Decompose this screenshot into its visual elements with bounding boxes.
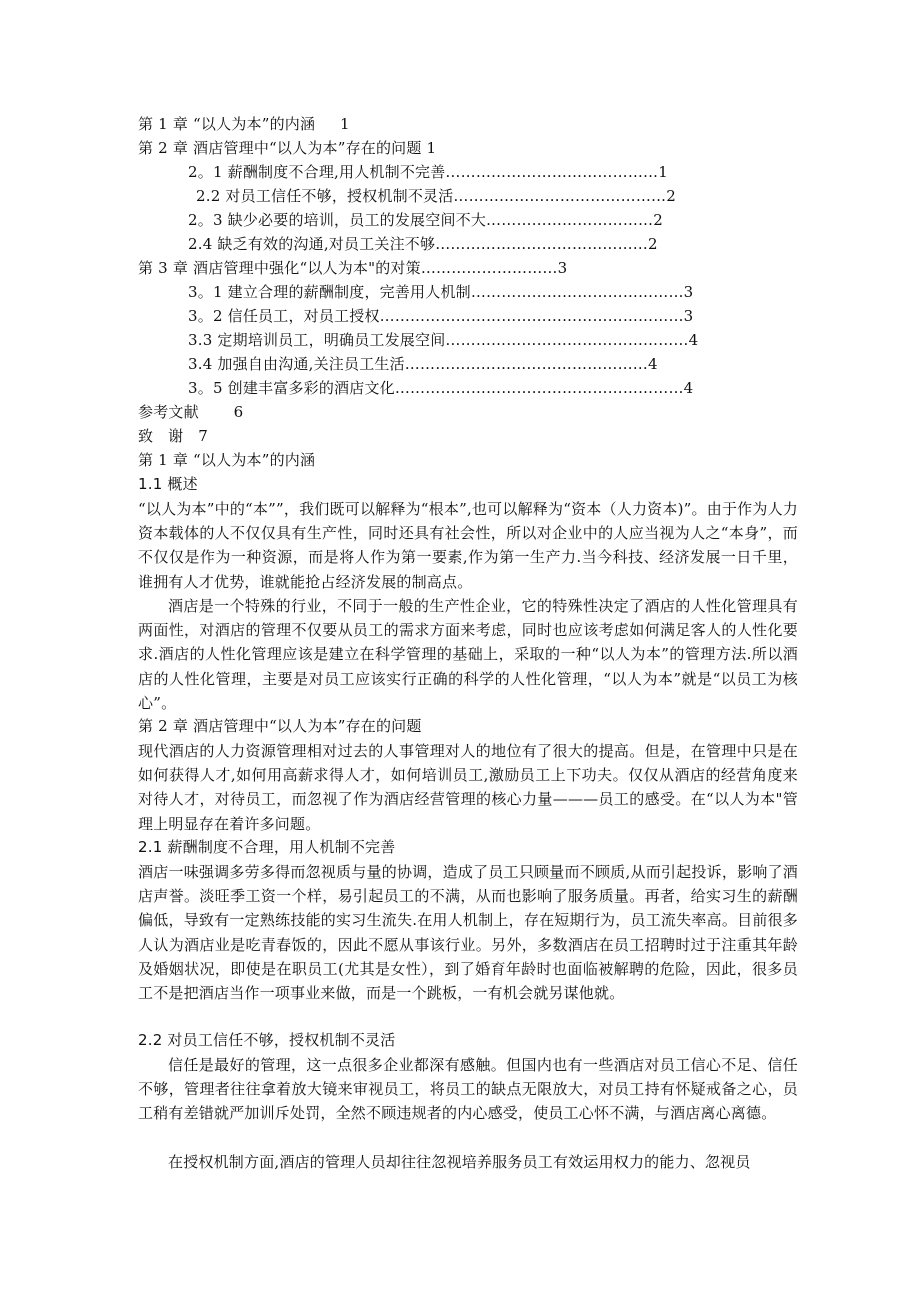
paragraph-6: 在授权机制方面,酒店的管理人员却往往忽视培养服务员工有效运用权力的能力、忽视员 [168, 1153, 751, 1171]
section-2-1-heading: 2.1 薪酬制度不合理，用人机制不完善 [138, 838, 396, 856]
paragraph-1: “以人为本”中的“本””，我们既可以解释为“根本”,也可以解释为“资本（人力资本)”。由于作为人力资本载体的人不仅仅具有生产性，同时还具有社会性，所以对企业中的人应当视为人之“本身”，而不仅仅是作为一种资源，而是将人作为第一要素,作为第一生产力.当今科技、经济发展一日千里，谁拥有人才优势，谁就能抢占经济发展的制高点。 [138, 500, 798, 591]
toc-entry-ch1: 第 1 章 “以人为本”的内涵 1 [138, 115, 350, 133]
toc-entry-2-3: 2。3 缺少必要的培训，员工的发展空间不大……………………………2 [188, 211, 664, 229]
toc-entry-3-2: 3。2 信任员工，对员工授权……………………………………………………3 [188, 307, 694, 325]
paragraph-3: 现代酒店的人力资源管理相对过去的人事管理对人的地位有了很大的提高。但是，在管理中只是在如何获得人才,如何用高薪求得人才，如何培训员工,激励员工上下功夫。仅仅从酒店的经营角度来对待人才，对待员工，而忽视了作为酒店经营管理的核心力量———员工的感受。在“以人为本"管理上明显存在着许多问题。 [138, 742, 798, 833]
toc-entry-3-3: 3.3 定期培训员工，明确员工发展空间…………………………………………4 [188, 331, 699, 349]
paragraph-4: 酒店一味强调多劳多得而忽视质与量的协调，造成了员工只顾量而不顾质,从而引起投诉，影响了酒店声誉。淡旺季工资一个样，易引起员工的不满，从而也影响了服务质量。再者，给实习生的薪酬偏低，导致有一定熟练技能的实习生流失.在用人机制上，存在短期行为，员工流失率高。目前很多人认为酒店业是吃青春饭的，因此不愿从事该行业。另外，多数酒店在员工招聘时过于注重其年龄及婚姻状况，即使是在职员工(尤其是女性），到了婚育年龄时也面临被解聘的危险，因此，很多员工不是把酒店当作一项事业来做，而是一个跳板，一有机会就另谋他就。 [138, 863, 798, 1003]
paragraph-2: 酒店是一个特殊的行业，不同于一般的生产性企业，它的特殊性决定了酒店的人性化管理具有两面性，对酒店的管理不仅要从员工的需求方面来考虑，同时也应该考虑如何满足客人的人性化要求.酒店的人性化管理应该是建立在科学管理的基础上，采取的一种“以人为本”的管理方法.所以酒店的人性化管理，主要是对员工应该实行正确的科学的人性化管理，“以人为本”就是“以员工为核心”。 [138, 597, 798, 712]
paragraph-5: 信任是最好的管理，这一点很多企业都深有感触。但国内也有一些酒店对员工信心不足、信任不够，管理者往往拿着放大镜来审视员工，将员工的缺点无限放大，对员工持有怀疑戒备之心，员工稍有差错就严加训斥处罚，全然不顾违规者的内心感受，使员工心怀不满，与酒店离心离德。 [138, 1056, 798, 1123]
toc-entry-3-1: 3。1 建立合理的薪酬制度，完善用人机制……………………………………3 [188, 283, 694, 301]
toc-entry-2-2: 2.2 对员工信任不够，授权机制不灵活……………………………………2 [196, 187, 676, 205]
toc-entry-acknowledgements: 致 谢 7 [138, 427, 208, 445]
section-2-2-heading: 2.2 对员工信任不够，授权机制不灵活 [138, 1031, 396, 1049]
toc-entry-2-4: 2.4 缺乏有效的沟通,对员工关注不够……………………………………2 [188, 235, 658, 253]
toc-entry-ch3: 第 3 章 酒店管理中强化“以人为本"的对策………………………3 [138, 259, 568, 277]
toc-entry-references: 参考文献 6 [138, 403, 244, 421]
toc-entry-3-4: 3.4 加强自由沟通,关注员工生活…………………………………………4 [188, 355, 658, 373]
chapter-1-heading: 第 1 章 “以人为本”的内涵 [138, 451, 316, 469]
toc-entry-3-5: 3。5 创建丰富多彩的酒店文化…………………………………………………4 [188, 379, 694, 397]
chapter-2-heading: 第 2 章 酒店管理中“以人为本”存在的问题 [138, 717, 422, 735]
toc-entry-ch2: 第 2 章 酒店管理中“以人为本”存在的问题 1 [138, 139, 437, 157]
section-1-1-heading: 1.1 概述 [138, 475, 198, 493]
toc-entry-2-1: 2。1 薪酬制度不合理,用人机制不完善……………………………………1 [188, 163, 668, 181]
